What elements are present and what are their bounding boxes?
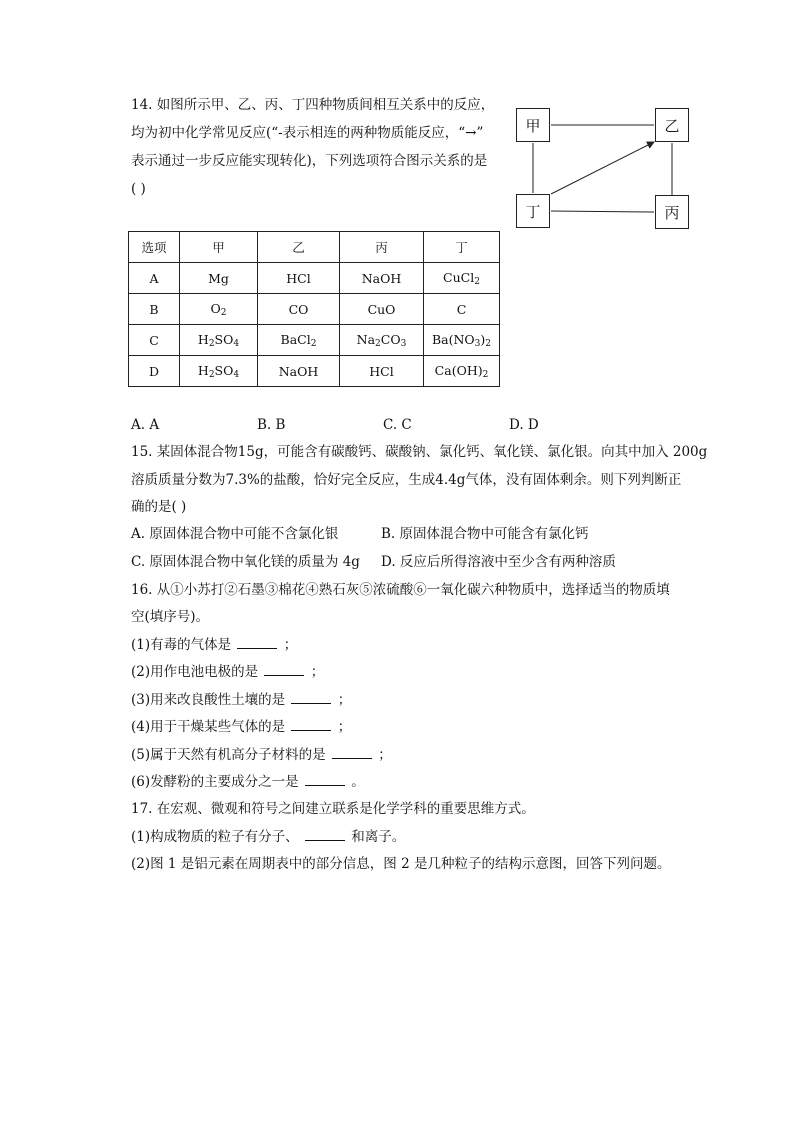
cell-bing: HCl [340,356,424,387]
choice-d: D. D [509,417,539,433]
q17-line-2: (1)构成物质的粒子有分子、 和离子。 [131,829,406,845]
q17-line-3: (2)图 1 是铝元素在周期表中的部分信息，图 2 是几种粒子的结构示意图，回答下列问题。 [131,856,671,872]
q14-line-3: 表示通过一步反应能实现转化)，下列选项符合图示关系的是 [131,153,488,169]
th-yi: 乙 [258,232,340,263]
q17-line-1: 17. 在宏观、微观和符号之间建立联系是化学学科的重要思维方式。 [131,801,535,817]
q15-option-c: C. 原固体混合物中氧化镁的质量为 4g [131,554,360,570]
cell-option: D [129,356,180,387]
q16-line-2: 空(填序号)。 [131,609,210,625]
table-header-row [129,232,500,263]
cell-jia: $H_2SO_4$ [180,325,258,356]
cell-yi: HCl [258,263,340,294]
th-bing: 丙 [340,232,424,263]
cell-ding: CuCl$_2$ [424,263,500,294]
q15-line-2: 溶质质量分数为7.3%的盐酸，恰好完全反应，生成4.4g气体，没有固体剩余。则下列判断正 [131,472,682,488]
link-ding-bing [551,211,654,212]
cell-bing: NaOH [340,263,424,294]
node-ding: 丁 [516,194,550,228]
th-jia: 甲 [180,232,258,263]
q16-item-6: (6)发酵粉的主要成分之一是 。 [131,774,365,790]
answer-blank[interactable] [291,718,331,731]
table-row [129,263,500,294]
choice-b: B. B [257,417,286,433]
table-row [129,294,500,325]
q15-line-1: 15. 某固体混合物15g，可能含有碳酸钙、碳酸钠、氯化钙、氧化镁、氯化银。向其中加入 200g [131,444,708,460]
q14-line-4: ( ) [131,181,146,197]
node-bing: 丙 [655,195,689,229]
q14-line-2: 均为初中化学常见反应(“-表示相连的两种物质能反应，“→” [131,125,484,141]
answer-blank[interactable] [291,691,331,704]
relation-diagram [512,104,694,232]
q15-option-d: D. 反应后所得溶液中至少含有两种溶质 [381,554,616,570]
q15-line-3: 确的是( ) [131,499,187,515]
answer-blank[interactable] [332,746,372,759]
cell-option: C [129,325,180,356]
q16-line-1: 16. 从①小苏打②石墨③棉花④熟石灰⑤浓硫酸⑥一氧化碳六种物质中，选择适当的物质填 [131,582,670,598]
q16-item-1: (1)有毒的气体是 ； [131,637,298,653]
q16-item-4: (4)用于干燥某些气体的是 ； [131,719,352,735]
q15-option-b: B. 原固体混合物中可能含有氯化钙 [381,526,589,542]
cell-jia: Mg [180,263,258,294]
answer-blank[interactable] [264,663,304,676]
cell-yi: BaCl$_2$ [258,325,340,356]
answer-blank[interactable] [305,773,345,786]
node-jia: 甲 [516,108,550,142]
q16-item-5: (5)属于天然有机高分子材料的是 ； [131,747,392,763]
answer-blank[interactable] [305,828,345,841]
q16-item-2: (2)用作电池电极的是 ； [131,664,325,680]
answer-blank[interactable] [237,636,277,649]
cell-jia: $H_2SO_4$ [180,356,258,387]
cell-option: B [129,294,180,325]
q14-line-1: 14. 如图所示甲、乙、丙、丁四种物质间相互关系中的反应， [131,97,495,113]
table-row [129,356,500,387]
arrow-ding-to-yi [551,142,654,194]
table-row [129,325,500,356]
cell-ding: $Ba(NO_3)_2$ [424,325,500,356]
cell-yi: NaOH [258,356,340,387]
th-option: 选项 [129,232,180,263]
cell-yi: CO [258,294,340,325]
cell-option: A [129,263,180,294]
options-table [128,231,500,387]
th-ding: 丁 [424,232,500,263]
cell-ding: C [424,294,500,325]
choice-c: C. C [383,417,412,433]
cell-ding: $Ca(OH)_2$ [424,356,500,387]
node-yi: 乙 [655,108,689,142]
cell-bing: $Na_2CO_3$ [340,325,424,356]
choice-a: A. A [131,417,160,433]
q16-item-3: (3)用来改良酸性土壤的是 ； [131,692,352,708]
cell-bing: CuO [340,294,424,325]
q15-option-a: A. 原固体混合物中可能不含氯化银 [131,526,339,542]
cell-jia: $O_2$ [180,294,258,325]
